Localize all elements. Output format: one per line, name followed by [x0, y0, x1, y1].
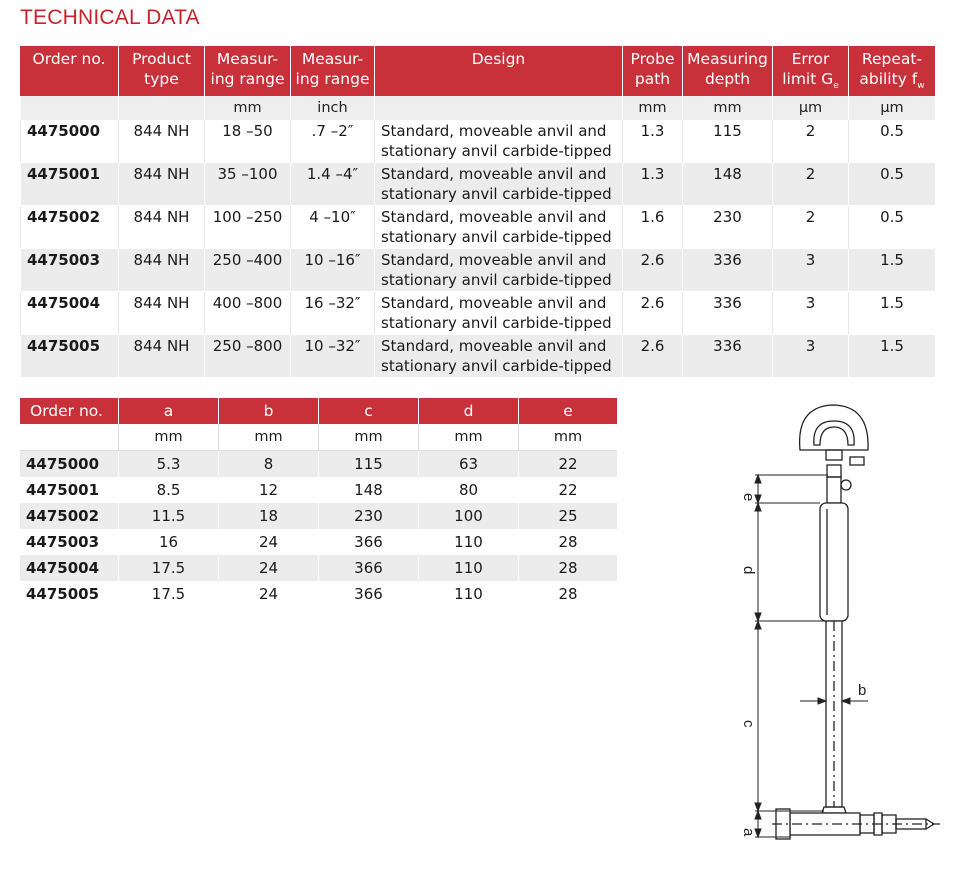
type-cell: 844 NH: [118, 292, 204, 335]
depth-cell: 148: [682, 163, 772, 206]
depth-cell: 336: [682, 335, 772, 378]
dim-d-cell: 110: [418, 529, 518, 555]
repeat-cell: 1.5: [848, 335, 935, 378]
dim-a-cell: 5.3: [118, 451, 218, 477]
order-cell: 4475000: [20, 120, 118, 163]
table-row: [20, 451, 617, 477]
dim-c-cell: 366: [318, 529, 418, 555]
type-cell: 844 NH: [118, 335, 204, 378]
probe-cell: 1.3: [622, 163, 682, 206]
dim-b-cell: 24: [218, 581, 318, 607]
table-row: [20, 163, 935, 206]
error-cell: 3: [772, 335, 848, 378]
repeat-cell: 0.5: [848, 120, 935, 163]
dim-d-cell: 100: [418, 503, 518, 529]
header-measuring-range-mm: Measur- ing range: [204, 46, 290, 96]
dim-a-cell: 17.5: [118, 581, 218, 607]
dim-e-cell: 25: [518, 503, 617, 529]
range-inch-cell: 1.4 –4″: [290, 163, 374, 206]
unit-cell: mm: [418, 424, 518, 451]
table-row: [20, 529, 617, 555]
probe-cell: 2.6: [622, 335, 682, 378]
error-cell: 2: [772, 120, 848, 163]
dim-d-cell: 110: [418, 581, 518, 607]
repeat-cell: 1.5: [848, 249, 935, 292]
table-row: [20, 206, 935, 249]
dim-label-d: d: [740, 566, 757, 575]
error-cell: 3: [772, 249, 848, 292]
dim-b-cell: 8: [218, 451, 318, 477]
order-cell: 4475004: [20, 292, 118, 335]
range-mm-cell: 35 –100: [204, 163, 290, 206]
repeat-cell: 0.5: [848, 163, 935, 206]
table-header-row: [20, 46, 935, 96]
unit-cell: mm: [204, 96, 290, 120]
order-cell: 4475001: [20, 477, 118, 503]
table-row: [20, 555, 617, 581]
order-cell: 4475005: [20, 581, 118, 607]
error-cell: 3: [772, 292, 848, 335]
unit-cell: mm: [518, 424, 617, 451]
dim-e-cell: 22: [518, 477, 617, 503]
range-inch-cell: 16 –32″: [290, 292, 374, 335]
header-error-limit: Error limit $G_e$: [772, 46, 848, 96]
repeat-cell: 0.5: [848, 206, 935, 249]
design-cell: Standard, moveable anvil and stationary anvil carbide-tipped: [374, 292, 622, 335]
dim-a-cell: 11.5: [118, 503, 218, 529]
table-row: [20, 335, 935, 378]
unit-cell: mm: [118, 424, 218, 451]
dim-d-cell: 110: [418, 555, 518, 581]
unit-cell: [20, 96, 118, 120]
dim-a-cell: 8.5: [118, 477, 218, 503]
header-measuring-depth: Measuring depth: [682, 46, 772, 96]
dim-a-cell: 17.5: [118, 555, 218, 581]
dim-label-e: e: [740, 493, 757, 502]
order-cell: 4475003: [20, 529, 118, 555]
range-mm-cell: 100 –250: [204, 206, 290, 249]
table-header-row: [20, 398, 617, 424]
depth-cell: 336: [682, 249, 772, 292]
depth-cell: 336: [682, 292, 772, 335]
depth-cell: 115: [682, 120, 772, 163]
table-row: [20, 120, 935, 163]
order-cell: 4475005: [20, 335, 118, 378]
dim-e-cell: 28: [518, 529, 617, 555]
order-cell: 4475000: [20, 451, 118, 477]
range-inch-cell: 10 –16″: [290, 249, 374, 292]
dim-b-cell: 24: [218, 529, 318, 555]
unit-cell: mm: [622, 96, 682, 120]
order-cell: 4475003: [20, 249, 118, 292]
table-row: [20, 477, 617, 503]
design-cell: Standard, moveable anvil and stationary anvil carbide-tipped: [374, 249, 622, 292]
header-a: a: [118, 398, 218, 424]
probe-cell: 2.6: [622, 292, 682, 335]
unit-cell: mm: [218, 424, 318, 451]
page-title: TECHNICAL DATA: [20, 6, 200, 29]
order-cell: 4475001: [20, 163, 118, 206]
range-inch-cell: 4 –10″: [290, 206, 374, 249]
dim-c-cell: 115: [318, 451, 418, 477]
dim-e-cell: 22: [518, 451, 617, 477]
header-order-no: Order no.: [20, 46, 118, 96]
header-e: e: [518, 398, 617, 424]
header-c: c: [318, 398, 418, 424]
design-cell: Standard, moveable anvil and stationary anvil carbide-tipped: [374, 206, 622, 249]
probe-cell: 1.6: [622, 206, 682, 249]
dim-label-a: a: [740, 828, 757, 837]
technical-data-table: [20, 46, 935, 378]
unit-cell: [118, 96, 204, 120]
order-cell: 4475004: [20, 555, 118, 581]
range-mm-cell: 400 –800: [204, 292, 290, 335]
dim-d-cell: 63: [418, 451, 518, 477]
unit-cell: [20, 424, 118, 451]
unit-cell: [374, 96, 622, 120]
header-b: b: [218, 398, 318, 424]
dim-b-cell: 18: [218, 503, 318, 529]
type-cell: 844 NH: [118, 163, 204, 206]
dim-a-cell: 16: [118, 529, 218, 555]
dim-c-cell: 366: [318, 555, 418, 581]
header-order-no: Order no.: [20, 398, 118, 424]
design-cell: Standard, moveable anvil and stationary anvil carbide-tipped: [374, 335, 622, 378]
type-cell: 844 NH: [118, 249, 204, 292]
dim-label-b: b: [858, 682, 867, 699]
order-cell: 4475002: [20, 206, 118, 249]
range-inch-cell: .7 –2″: [290, 120, 374, 163]
range-mm-cell: 250 –800: [204, 335, 290, 378]
dim-label-c: c: [740, 720, 757, 728]
dimensions-table: [20, 398, 617, 607]
depth-cell: 230: [682, 206, 772, 249]
header-measuring-range-inch: Measur- ing range: [290, 46, 374, 96]
header-probe-path: Probe path: [622, 46, 682, 96]
table-row: [20, 581, 617, 607]
unit-cell: µm: [848, 96, 935, 120]
unit-cell: inch: [290, 96, 374, 120]
type-cell: 844 NH: [118, 120, 204, 163]
table-row: [20, 503, 617, 529]
dim-c-cell: 366: [318, 581, 418, 607]
header-product-type: Product type: [118, 46, 204, 96]
order-cell: 4475002: [20, 503, 118, 529]
error-cell: 2: [772, 206, 848, 249]
table-row: [20, 292, 935, 335]
dim-e-cell: 28: [518, 581, 617, 607]
design-cell: Standard, moveable anvil and stationary anvil carbide-tipped: [374, 163, 622, 206]
probe-cell: 1.3: [622, 120, 682, 163]
design-cell: Standard, moveable anvil and stationary anvil carbide-tipped: [374, 120, 622, 163]
range-mm-cell: 18 –50: [204, 120, 290, 163]
dim-c-cell: 148: [318, 477, 418, 503]
dim-e-cell: 28: [518, 555, 617, 581]
unit-cell: µm: [772, 96, 848, 120]
units-row: [20, 424, 617, 451]
dim-b-cell: 24: [218, 555, 318, 581]
table-row: [20, 249, 935, 292]
header-d: d: [418, 398, 518, 424]
unit-cell: mm: [318, 424, 418, 451]
units-row: [20, 96, 935, 120]
dim-c-cell: 230: [318, 503, 418, 529]
error-cell: 2: [772, 163, 848, 206]
range-inch-cell: 10 –32″: [290, 335, 374, 378]
type-cell: 844 NH: [118, 206, 204, 249]
dim-b-cell: 12: [218, 477, 318, 503]
dim-d-cell: 80: [418, 477, 518, 503]
header-design: Design: [374, 46, 622, 96]
range-mm-cell: 250 –400: [204, 249, 290, 292]
probe-cell: 2.6: [622, 249, 682, 292]
bore-gauge-dimension-drawing: [700, 395, 950, 865]
unit-cell: mm: [682, 96, 772, 120]
repeat-cell: 1.5: [848, 292, 935, 335]
header-repeatability: Repeat- ability $f_w$: [848, 46, 935, 96]
